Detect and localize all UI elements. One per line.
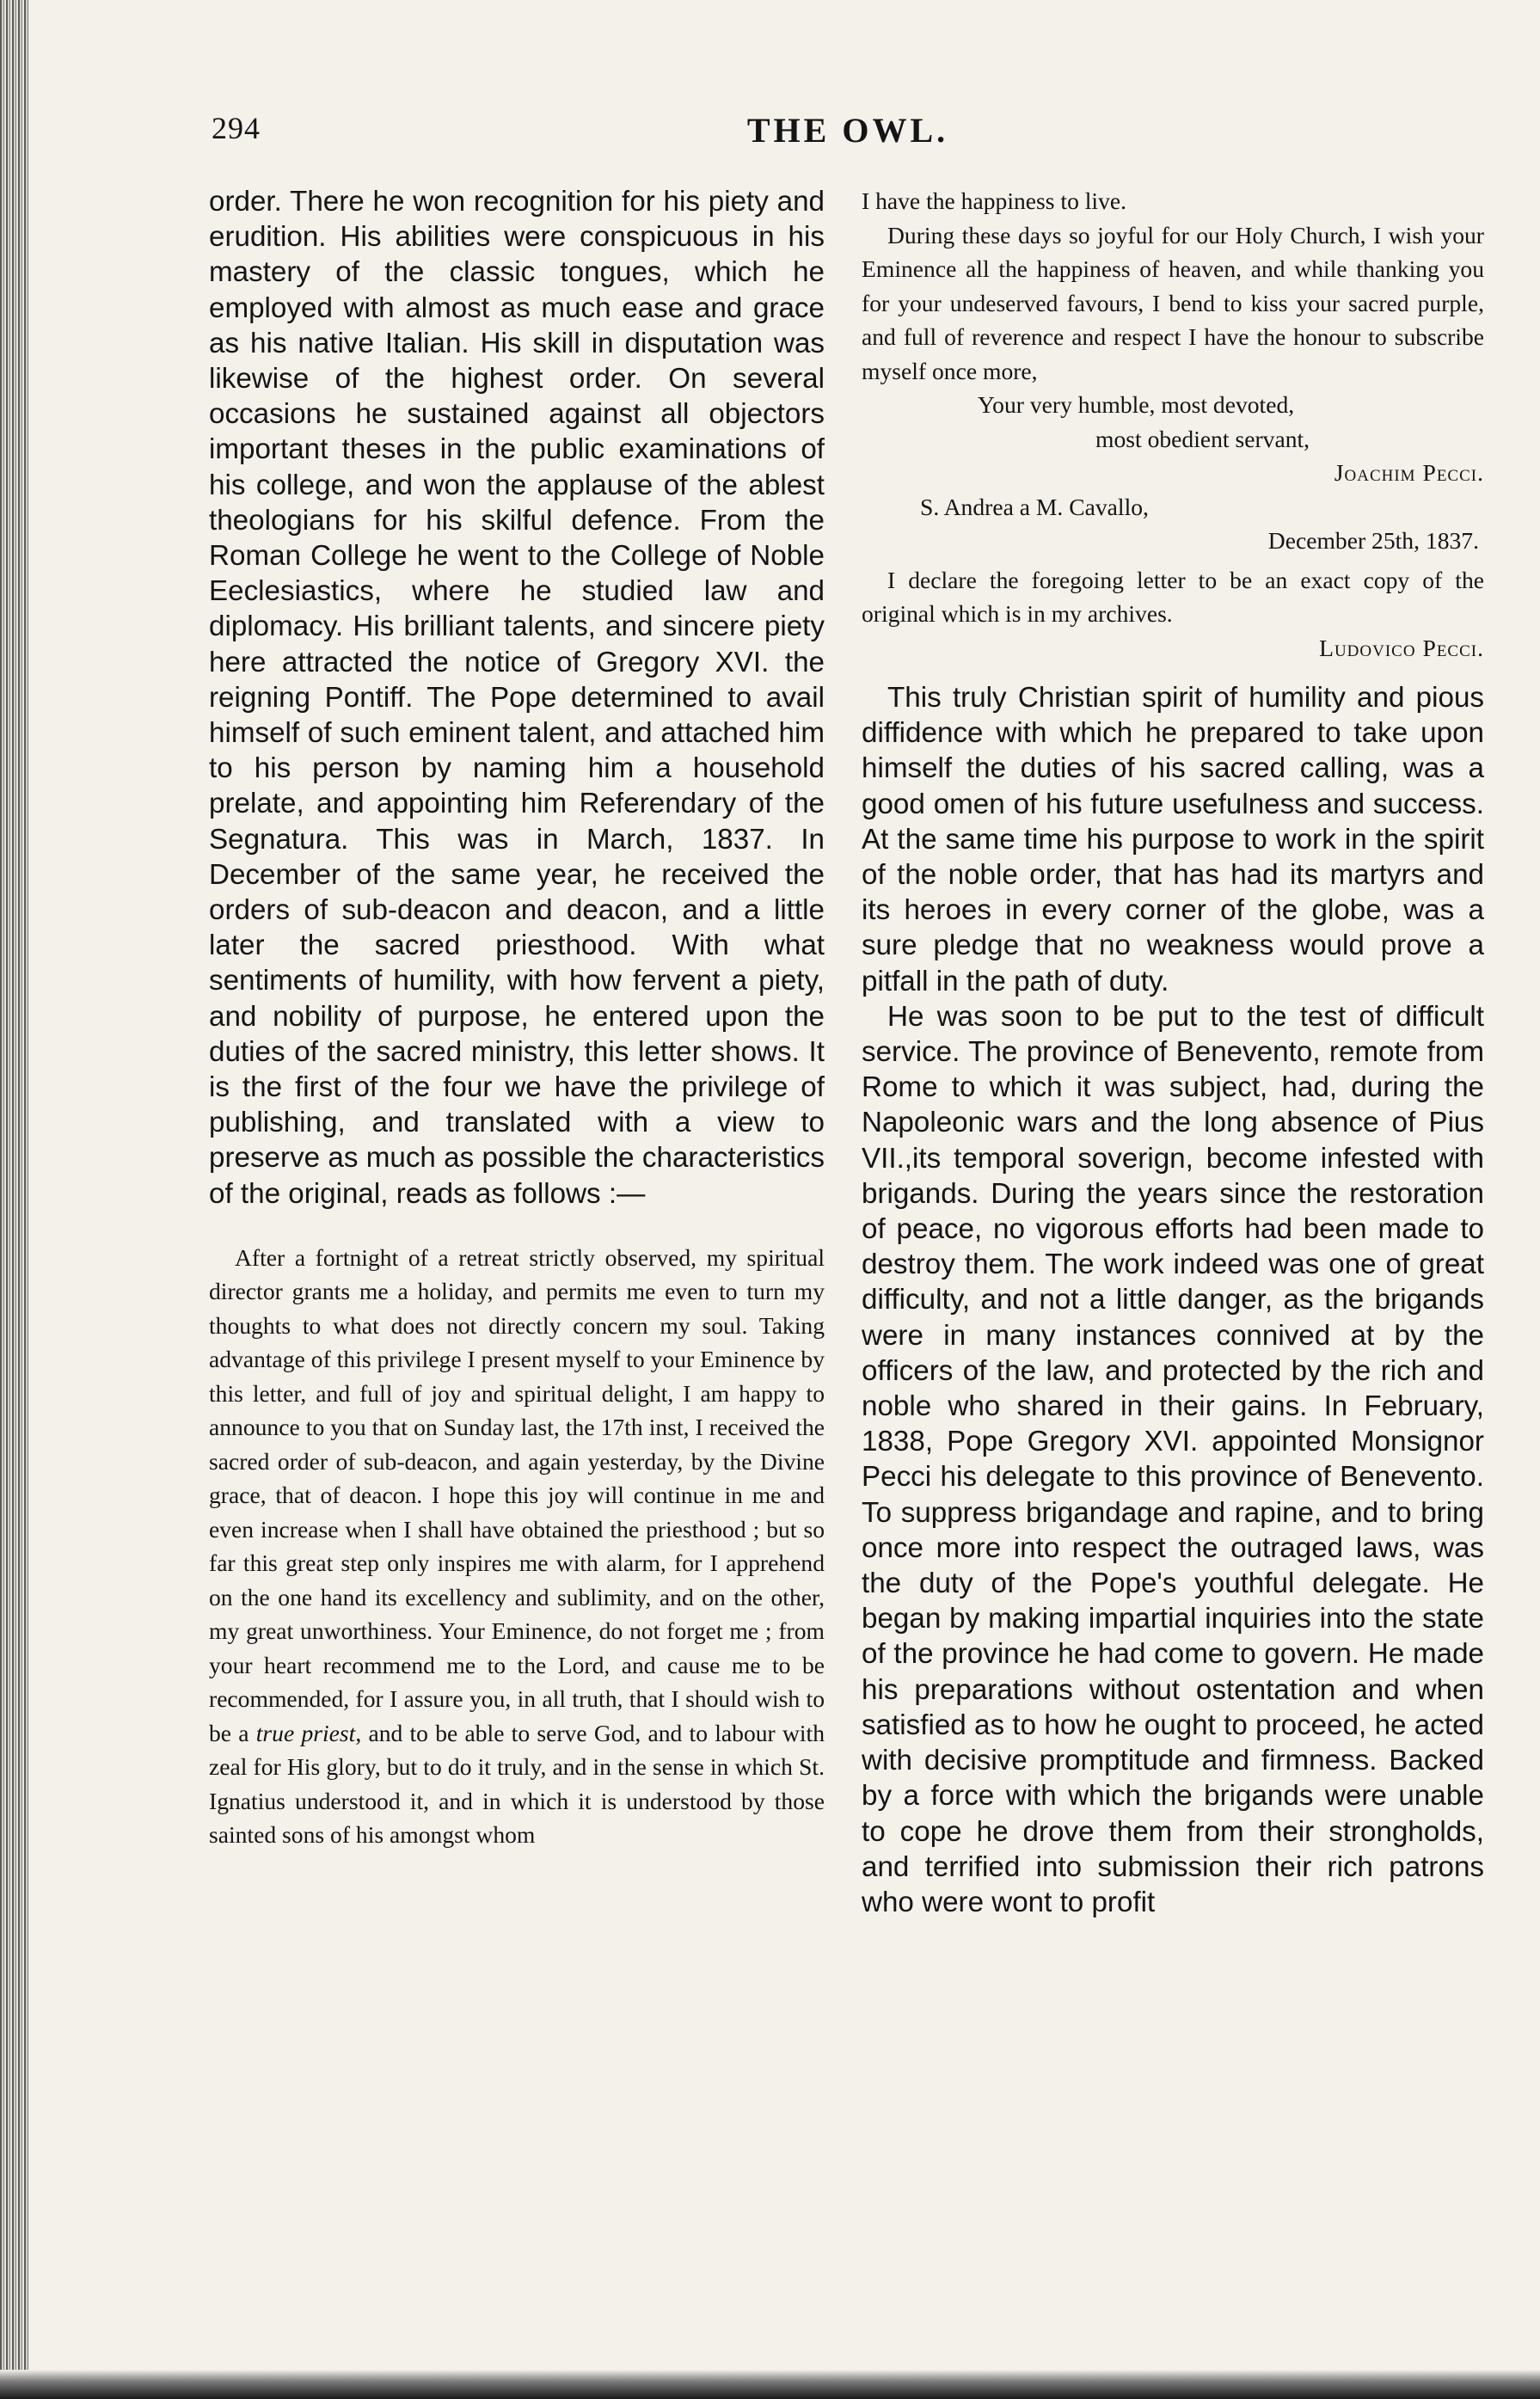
letter-italic-phrase: true priest (255, 1719, 356, 1746)
letter-date: December 25th, 1837. (1267, 527, 1479, 554)
letter-continuation: I have the happiness to live. (862, 187, 1127, 214)
closing-line-1: Your very humble, most devoted, (978, 391, 1295, 418)
closing-line-2: most obedient servant, (1095, 425, 1310, 452)
page-number: 294 (212, 111, 261, 145)
page-bottom-edge (0, 2370, 1540, 2399)
body-paragraph: He was soon to be put to the test of difficult service. The province of Benevento, remote from Rome to which it was subject, had, during the Napoleonic wars and the long absence of Pius VII.,its temporal soverign, become infested with brigands. During the years since the restoration of peace, no vigorous efforts had been made to destroy them. The work indeed was one of great difficulty, and not a little danger, as the brigands were in many instances connived at by the officers of the law, and protected by the rich and noble who shared in their gains. In February, 1838, Pope Gregory XVI. appointed Monsignor Pecci his delegate to this province of Benevento. To suppress brigandage and rapine, and to bring once more into respect the outraged laws, was the duty of the Pope's youthful delegate. He began by making impartial inquiries into the state of the province he had come to govern. He made his preparations without ostentation and when satisfied as to how he ought to proceed, he acted with decisive promptitude and firmness. Backed by a force with which the brigands were unable to cope he drove them from their strongholds, and terrified into submission their rich patrons who were wont to profit (862, 1000, 1484, 1918)
attestation-signature: Ludovico Pecci. (1319, 634, 1484, 661)
letter-closing-paragraph: During these days so joyful for our Holy Church, I wish your Eminence all the happiness of heaven, and while thanking you for your undeserved favours, I bend to kiss your sacred purple, and full of reverence and respect I have the honour to subscribe myself once more, (862, 221, 1484, 384)
page-header (212, 110, 1484, 162)
letter-paragraph (209, 1241, 825, 1852)
right-column (862, 184, 1484, 1920)
letter-text-before: After a fortnight of a retreat strictly observed, my spiritual director grants me a holiday, and permits me even to turn my thoughts to what does not directly concern my soul. Taking advantage of this privilege I present myself to your Eminence by this letter, and full of joy and spiritual delight, I am happy to announce to you that on Sunday last, the 17th inst, I received the sacred order of sub-deacon, and again yesterday, by the Divine grace, that of deacon. I hope this joy will continue in me and even increase when I shall have obtained the priesthood ; but so far this great step only inspires me with alarm, for I apprehend on the one hand its excellency and sublimity, and on the other, my great unworthiness. Your Eminence, do not forget me ; from your heart recommend me to the Lord, and cause me to be recommended, for I assure you, in all truth, that I should wish to be a (209, 1243, 825, 1746)
page-binding-edge (0, 0, 29, 2399)
body-paragraph: order. There he won recognition for his piety and erudition. His abilities were conspicuous in his mastery of the classic tongues, which he employed with almost as much ease and grace as his native Italian. His skill in disputation was likewise of the highest order. On several occasions he sustained against all objectors important theses in the public examinations of his college, and won the applause of the ablest theologians for his skilful defence. From the Roman College he went to the College of Noble Eeclesiastics, where he studied law and diplomacy. His brilliant talents, and sincere piety here attracted the notice of Gregory XVI. the reigning Pontiff. The Pope determined to avail himself of such eminent talent, and attached him to his person by naming him a household prelate, and appointing him Referendary of the Segnatura. This was in March, 1837. In December of the same year, he received the orders of sub-deacon and deacon, and a little later the sacred priesthood. With what sentiments of humility, with how fervent a piety, and nobility of purpose, he entered upon the duties of the sacred ministry, this letter shows. It is the first of the four we have the privilege of publishing, and translated with a view to preserve as much as possible the characteristics of the original, reads as follows :— (209, 186, 825, 1210)
letter-text-after: , and to be able to serve God, and to labour with zeal for His glory, but to do it truly, and in the sense in which St. Ignatius understood it, and in which it is understood by those sainted sons of his amongst whom (209, 1719, 825, 1849)
letter-signature: Joachim Pecci. (1334, 459, 1484, 486)
running-title: THE OWL. (746, 111, 949, 150)
left-column (209, 184, 825, 1852)
letter-place: S. Andrea a M. Cavallo, (920, 493, 1149, 520)
attestation-note: I declare the foregoing letter to be an exact copy of the original which is in my archives. (862, 566, 1484, 627)
body-paragraph: This truly Christian spirit of humility and pious diffidence with which he prepared to take upon himself the duties of his sacred calling, was a good omen of his future usefulness and success. At the same time his purpose to work in the spirit of the noble order, that has had its martyrs and its heroes in every corner of the globe, was a sure pledge that no weakness would prove a pitfall in the path of duty. (862, 682, 1484, 997)
letter-excerpt (209, 1241, 825, 1852)
